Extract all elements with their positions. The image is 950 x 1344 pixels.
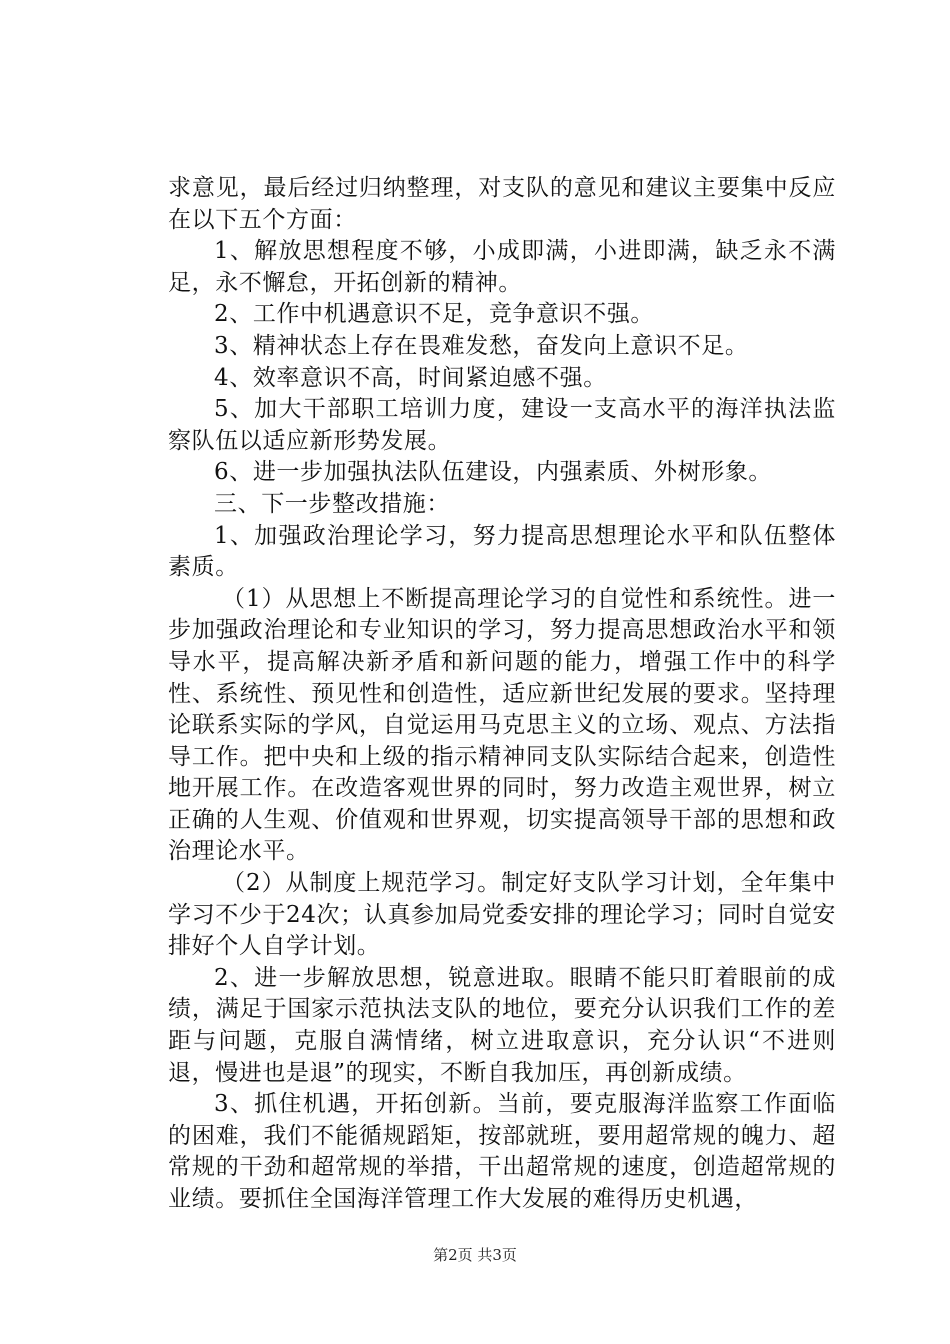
measure-1-sub-2: （2）从制度上规范学习。制定好支队学习计划，全年集中学习不少于24次；认真参加局党委安排的理论学习；同时自觉安排好个人自学计划。 — [168, 870, 836, 960]
measure-2: 2、进一步解放思想，锐意进取。眼睛不能只盯着眼前的成绩，满足于国家示范执法支队的地位，要充分认识我们工作的差距与问题，克服自满情绪，树立进取意识，充分认识“不进则退，慢进也是退”的现实，不断自我加压，再创新成绩。 — [168, 964, 836, 1086]
list-item-6: 6、进一步加强执法队伍建设，内强素质、外树形象。 — [214, 459, 773, 486]
measure-3: 3、抓住机遇，开拓创新。当前，要克服海洋监察工作面临的困难，我们不能循规蹈矩，按部就班，要用超常规的魄力、超常规的干劲和超常规的举措，干出超常规的速度，创造超常规的业绩。要抓住全国海洋管理工作大发展的难得历史机遇， — [168, 1091, 836, 1212]
list-item-3: 3、精神状态上存在畏难发愁，奋发向上意识不足。 — [214, 332, 749, 359]
document-body — [168, 173, 836, 1216]
section-heading: 三、下一步整改措施： — [214, 490, 450, 517]
measure-1-sub-1: （1）从思想上不断提高理论学习的自觉性和系统性。进一步加强政治理论和专业知识的学习，努力提高思想政治水平和领导水平，提高解决新矛盾和新问题的能力，增强工作中的科学性、系统性、预见性和创造性，适应新世纪发展的要求。坚持理论联系实际的学风，自觉运用马克思主义的立场、观点、方法指导工作。把中央和上级的指示精神同支队实际结合起来，创造性地开展工作。在改造客观世界的同时，努力改造主观世界，树立正确的人生观、价值观和世界观，切实提高领导干部的思想和政治理论水平。 — [168, 585, 836, 865]
list-item-4: 4、效率意识不高，时间紧迫感不强。 — [214, 364, 607, 391]
list-item-1: 1、解放思想程度不够，小成即满，小进即满，缺乏永不满足，永不懈怠，开拓创新的精神。 — [168, 238, 836, 296]
list-item-5: 5、加大干部职工培训力度，建设一支高水平的海洋执法监察队伍以适应新形势发展。 — [168, 396, 836, 454]
paragraph-continuation: 求意见，最后经过归纳整理，对支队的意见和建议主要集中反应在以下五个方面： — [168, 175, 836, 233]
page-number-footer: 第2页 共3页 — [433, 1246, 517, 1264]
measure-1: 1、加强政治理论学习，努力提高思想理论水平和队伍整体素质。 — [168, 522, 836, 581]
list-item-2: 2、工作中机遇意识不足，竞争意识不强。 — [214, 301, 655, 328]
